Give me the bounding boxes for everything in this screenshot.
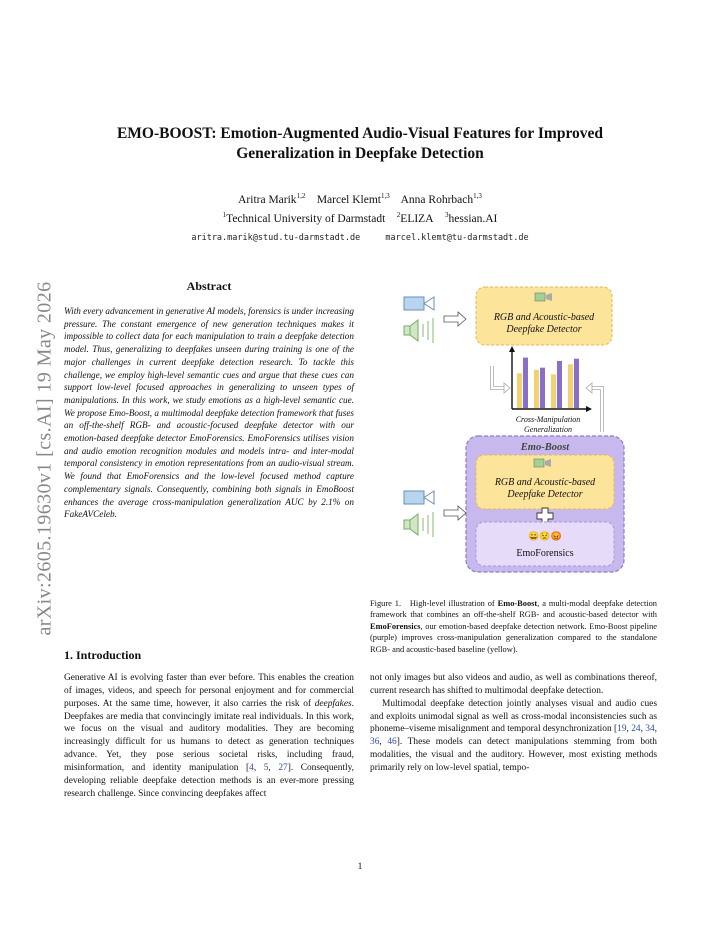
author-name: Anna Rohrbach	[400, 193, 474, 206]
citation-link[interactable]: 4	[249, 762, 254, 773]
bar-series-2-item-4	[574, 359, 579, 408]
intro-text: Multimodal deepfake detection jointly analyses visual and audio cues and exploits unimodal signal as well as cross-modal inconsistencies such as phoneme–viseme misalignment and temporal desynchronization [	[370, 698, 657, 735]
caption-bold: EmoForensics	[370, 621, 421, 631]
intro-text: . Deepfakes are media that convincingly imitate real individuals. In this work, we focus on the visual and auditory modalities. They are becoming increasingly difficult for us humans to detect as generation techniques advance. Yet, they pose serious societal risks, including fraud, misinformation, and identity manipulation [	[64, 698, 354, 773]
figure-1	[396, 284, 636, 584]
intro-text: Generative AI is evolving faster than ever before. This enables the creation of images, videos, and speech for personal enjoyment and for commercial purposes. At the same time, however, it also carries the risk of	[64, 673, 354, 709]
y-axis-arrow	[509, 346, 515, 352]
email: aritra.marik@stud.tu-darmstadt.de	[191, 233, 361, 243]
emoboost-label: Emo-Boost	[520, 442, 570, 453]
citation-link[interactable]: 27	[278, 762, 288, 773]
caption-text: , a multi-modal deepfake detection framework that combines an off-the-shelf RGB- and acoustic-based detector with	[370, 599, 657, 620]
chart-caption-1: Cross-Manipulation	[515, 415, 581, 424]
affiliation: Technical University of Darmstadt	[226, 212, 386, 225]
affiliation-list	[60, 208, 660, 227]
bar-series-1-item-3	[551, 374, 556, 408]
affiliation: hessian.AI	[448, 212, 498, 225]
introduction-heading: 1. Introduction	[64, 648, 142, 662]
inner-detector-label-1: RGB and Acoustic-based	[494, 477, 596, 488]
citation-link[interactable]: 24	[631, 724, 641, 735]
caption-text: , our emotion-based deepfake detection network. Emo-Boost pipeline (purple) improves cross-manipulation generalization compared to the standalone RGB- and acoustic-based baseline (yellow).	[370, 621, 657, 654]
intro-text: ]. These models can detect manipulations stemming from both modalities, the visual and the auditory. However, most existing methods primarily rely on low-level spatial, tempo-	[370, 737, 657, 773]
emoforensics-box	[476, 522, 614, 566]
author-affil-sup: 1,2	[296, 192, 306, 200]
page-number: 1	[357, 862, 363, 872]
paper-title	[60, 124, 660, 164]
caption-label: Figure 1.	[370, 599, 402, 608]
author-list	[60, 189, 660, 208]
x-axis-arrow	[586, 406, 592, 412]
title-line-2: Generalization in Deepfake Detection	[236, 145, 484, 162]
bar-series-1-item-2	[534, 370, 539, 408]
bar-chart	[509, 346, 592, 434]
emoji-faces-icon: 😀😟😡	[528, 531, 562, 541]
image-icon	[535, 293, 545, 301]
citation-link[interactable]: 36	[370, 737, 380, 748]
citation-link[interactable]: 5	[263, 762, 269, 773]
detector-box	[476, 287, 612, 345]
inner-detector-label-2: Deepfake Detector	[507, 489, 583, 500]
email-list	[60, 233, 660, 243]
affiliation: ELIZA	[400, 212, 434, 225]
abstract-text: With every advancement in generative AI models, forensics is under increasing pressure. The constant emergence of new generation techniques makes it impossible to collect data for each manipulation to train a deepfake detection model. Thus, generalizing to deepfakes unseen during training is one of the major challenges in current deepfake detection research. To tackle this challenge, we employ high-level semantic cues and argue that these cues can support low-level focused approaches in generalizing to unseen types of manipulations. In this work, we study emotions as a high-level semantic cue. We propose Emo-Boost, a multimodal deepfake detection framework that fuses an off-the-shelf RGB- and acoustic-focused deepfake detector with our emotion-based deepfake detector EmoForensics. EmoForensics utilises vision and audio emotion recognition modules and models intra- and inter-modal temporal consistency in emotion representations from an audio-visual stream. We found that EmoForensics and the low-level focused method capture complementary signals. Consequently, combining both signals in EmoBoost enhances the average cross-manipulation generalization AUC by 2.1% on FakeAVCeleb.	[64, 306, 354, 520]
intro-paragraph-col2	[370, 672, 657, 775]
emoforensics-label: EmoForensics	[516, 548, 574, 559]
title-line-1: EMO-BOOST: Emotion-Augmented Audio-Visual Features for Improved	[116, 125, 604, 142]
caption-bold: Emo-Boost	[497, 599, 538, 608]
figure-caption	[370, 598, 657, 655]
author-affil-sup: 1,3	[473, 192, 482, 200]
intro-paragraph-2: Multimodal deepfake detection jointly analyses visual and audio cues and exploits unimodal signal as well as cross-modal inconsistencies such as phoneme–viseme misalignment and temporal desynchronization [19, 24, 34, 36, 46]. These models can detect manipulations stemming from both modalities, the visual and the auditory. However, most existing methods primarily rely on low-level spatial, tempo-	[370, 698, 657, 773]
arrow-right-icon	[444, 312, 466, 326]
speaker-icon	[404, 318, 433, 343]
bar-series-2-item-2	[540, 368, 545, 408]
author-name: Aritra Marik	[238, 193, 297, 206]
speaker-icon	[404, 512, 433, 537]
affil-sup: 1	[222, 211, 227, 219]
video-camera-icon	[404, 491, 434, 504]
video-camera-icon	[404, 297, 434, 310]
author-affil-sup: 1,3	[381, 192, 390, 200]
bar-series-2-item-1	[523, 358, 528, 408]
affil-sup: 2	[396, 211, 401, 219]
emoboost-box	[466, 436, 624, 572]
intro-emphasis: deepfakes	[314, 698, 352, 709]
abstract-heading: Abstract	[186, 279, 232, 293]
citation-link[interactable]: 46	[387, 737, 397, 748]
arxiv-stamp: arXiv:2605.19630v1 [cs.AI] 19 May 2026	[33, 281, 56, 636]
chart-caption-2: Generalization	[524, 425, 572, 434]
intro-text: not only images but also videos and audio, as well as combinations thereof, current research has shifted to multimodal deepfake detection.	[370, 673, 657, 696]
author-name: Marcel Klemt	[316, 193, 381, 206]
citation-link[interactable]: 34	[645, 724, 655, 735]
bar-series-1-item-1	[517, 373, 522, 408]
citation-link[interactable]: 19	[617, 724, 627, 735]
detector-label-2: Deepfake Detector	[506, 324, 582, 335]
connector-arrow-left	[492, 366, 510, 393]
detector-label-1: RGB and Acoustic-based	[493, 312, 595, 323]
email: marcel.klemt@tu-darmstadt.de	[385, 233, 529, 243]
bar-series-2-item-3	[557, 361, 562, 408]
intro-text: ]. Consequently, developing reliable deepfake detection methods is an ever-more pressing research challenge. Since convincing deepfakes affect	[64, 762, 355, 799]
intro-paragraph-col1: Generative AI is evolving faster than ever before. This enables the creation of images, videos, and speech for personal enjoyment and for commercial purposes. At the same time, however, it also carries the risk of deepfakes. Deepfakes are media that convincingly imitate real individuals. In this work, we focus on the visual and auditory modalities. They are becoming increasingly difficult for us humans to detect as generation techniques advance. Yet, they pose serious societal risks, including fraud, misinformation, and identity manipulation [4, 5, 27]. Consequently, developing reliable deepfake detection methods is an ever-more pressing research challenge. Since convincing deepfakes affect	[64, 673, 355, 799]
bar-series-1-item-4	[568, 364, 573, 408]
image-icon	[534, 459, 544, 467]
caption-text: High-level illustration of	[409, 599, 498, 608]
affil-sup: 3	[445, 211, 449, 219]
arrow-right-icon	[444, 506, 466, 520]
